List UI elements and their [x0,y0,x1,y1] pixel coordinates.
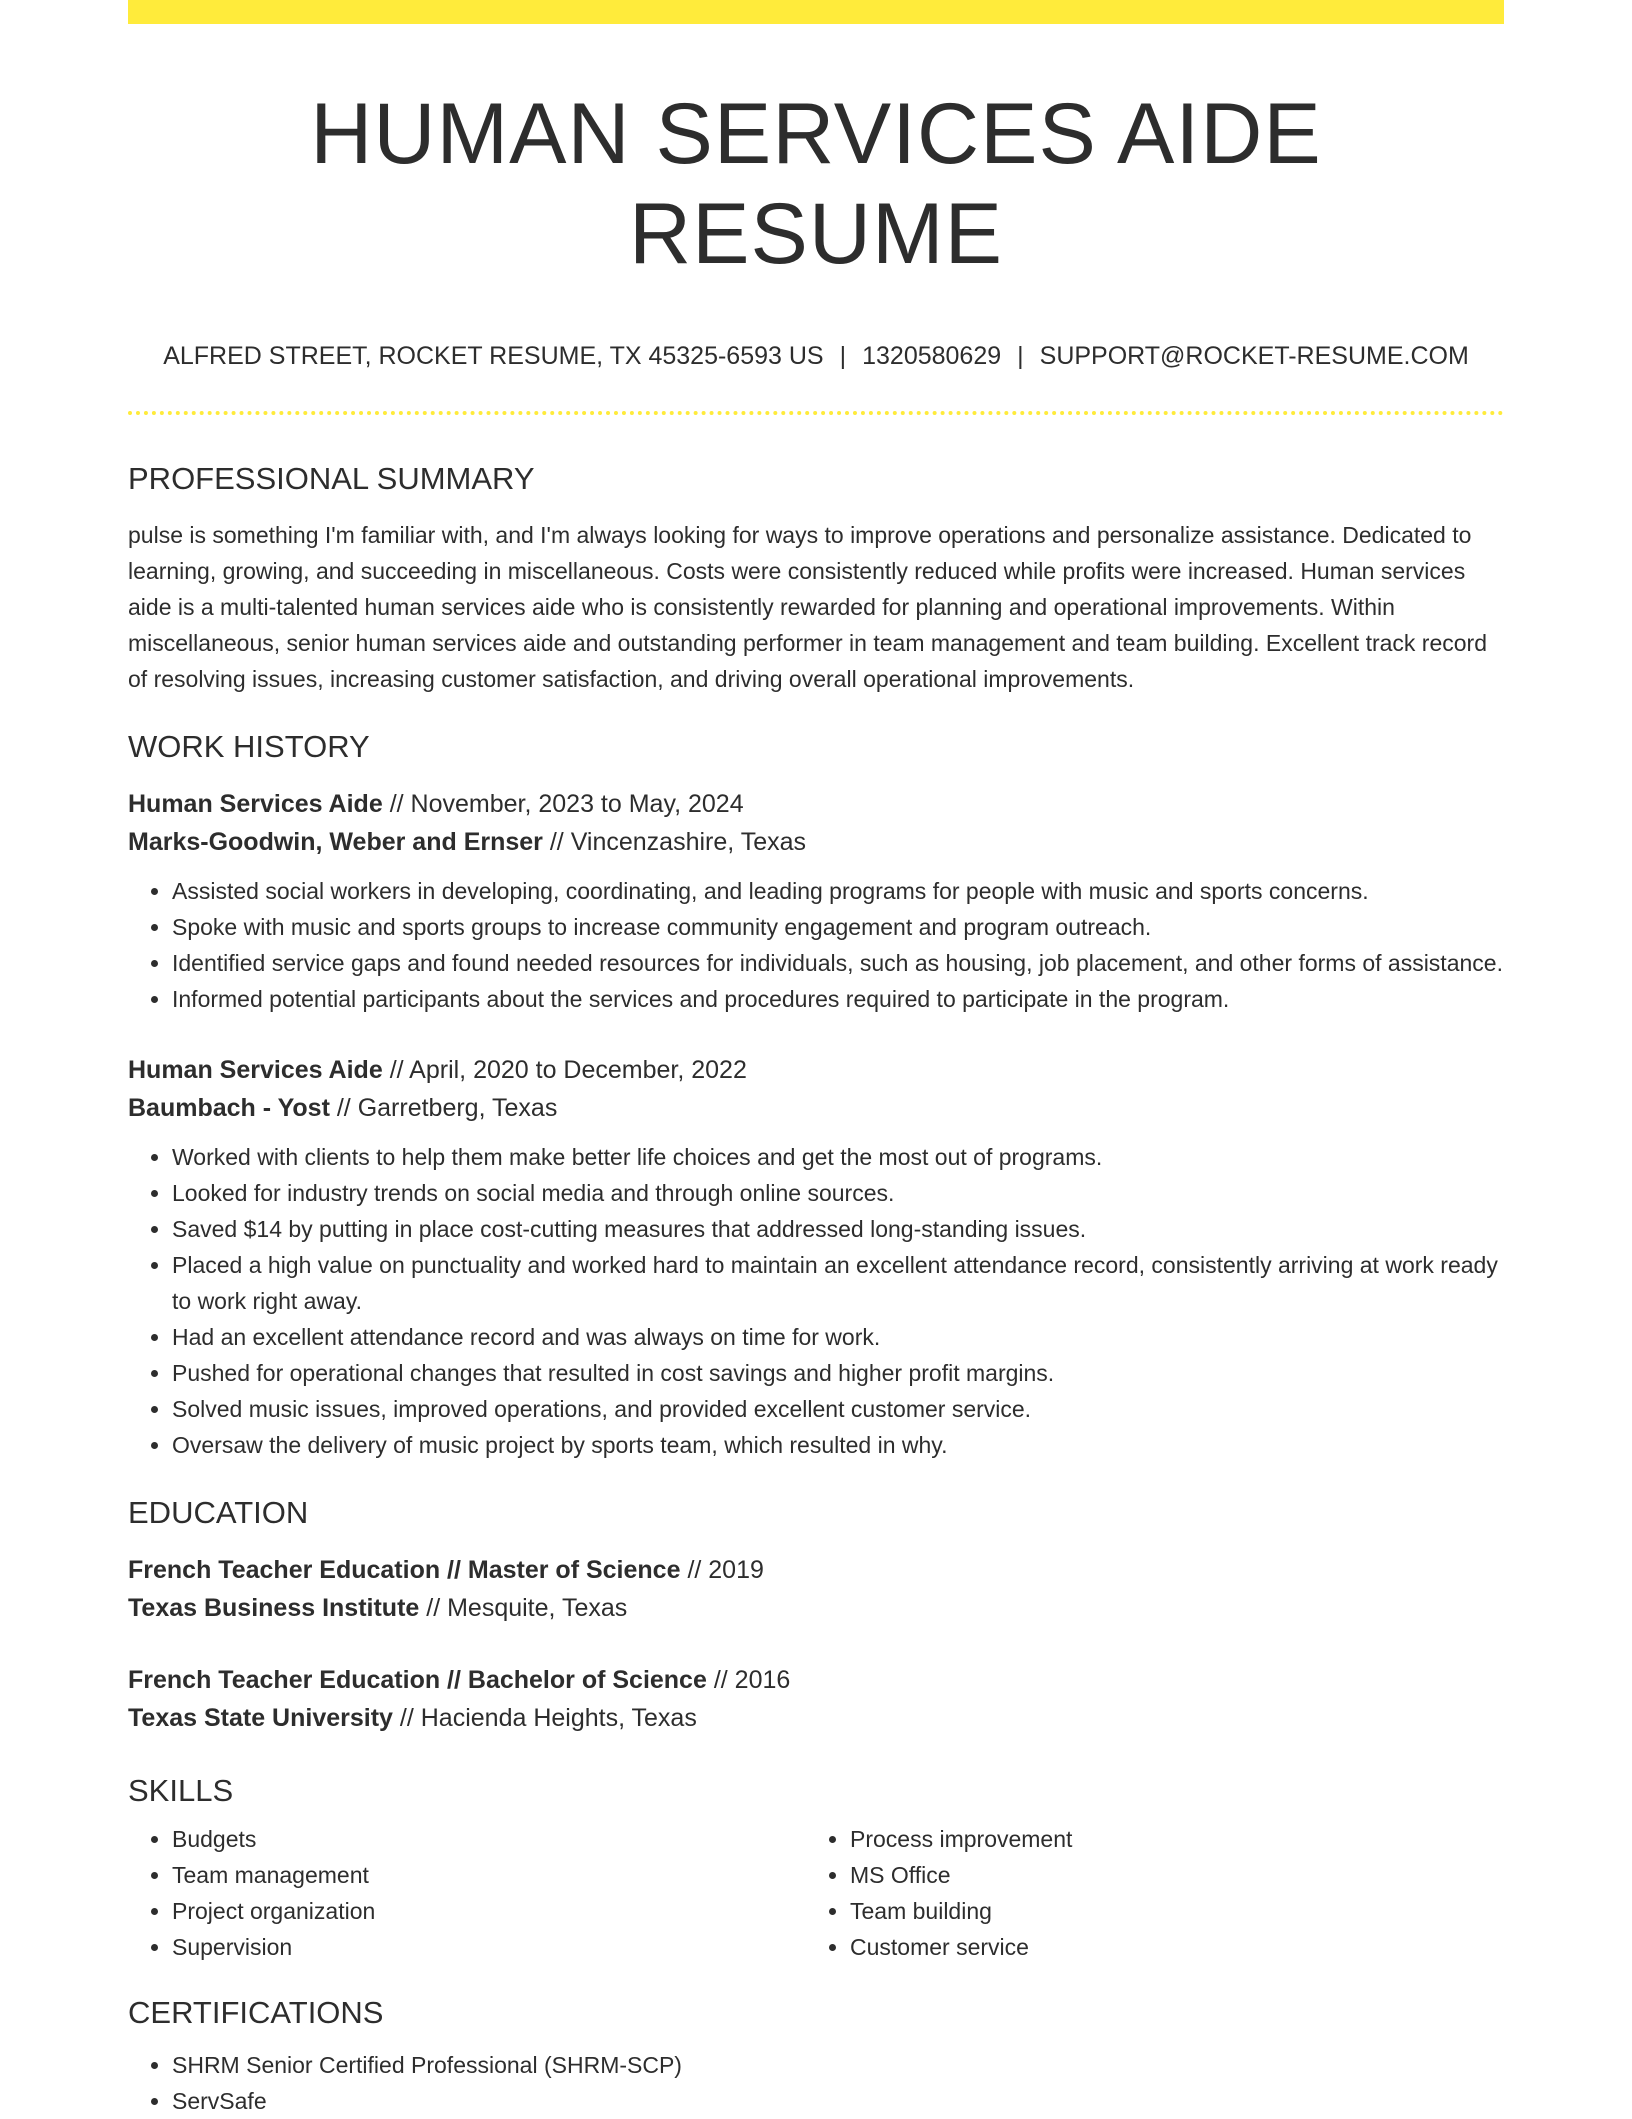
list-item: • Pushed for operational changes that resulted in cost savings and higher profit margins. [172,1355,1504,1391]
job-duties [128,873,1504,1017]
list-item: • Looked for industry trends on social media and through online sources. [172,1175,1504,1211]
section-title-work: WORK HISTORY [128,729,370,764]
degree-name: French Teacher Education // Bachelor of Science [128,1666,707,1694]
list-item: • Spoke with music and sports groups to increase community engagement and program outreach. [172,909,1504,945]
list-item: • Identified service gaps and found needed resources for individuals, such as housing, job placement, and other forms of assistance. [172,945,1504,981]
job-role: Human Services Aide [128,790,383,818]
school-location: // Hacienda Heights, Texas [399,1704,697,1732]
section-title-education: EDUCATION [128,1495,309,1530]
skill-item: • Customer service [850,1929,1484,1965]
certifications-section [128,1993,1504,2119]
contact-separator: | [1017,342,1024,370]
contact-address: ALFRED STREET, ROCKET RESUME, TX 45325-6593 US [163,342,824,370]
job-company: Baumbach - Yost [128,1094,330,1122]
school-name: Texas Business Institute [128,1594,420,1622]
list-item: • Saved $14 by putting in place cost-cutting measures that addressed long-standing issues. [172,1211,1504,1247]
job-title-line [128,785,1504,823]
job-role: Human Services Aide [128,1056,383,1084]
contact-phone: 1320580629 [862,342,1002,370]
contact-separator: | [839,342,847,370]
skills-list-left [128,1821,806,1965]
resume-title: HUMAN SERVICES AIDE RESUME [310,86,1322,282]
list-item: • Assisted social workers in developing, coordinating, and leading programs for people with music and sports concerns. [172,873,1504,909]
list-item: • Had an excellent attendance record and was always on time for work. [172,1319,1504,1355]
list-item: • Worked with clients to help them make better life choices and get the most out of programs. [172,1139,1504,1175]
job-entry [128,785,1504,1017]
summary-text: pulse is something I'm familiar with, and I'm always looking for ways to improve operations and personalize assistance. Dedicated to learning, growing, and succeeding in miscellaneous. Costs were consistently reduced while profits were increased. Human services aide is a multi-talented human services aide who is consistently rewarded for planning and operational improvements. Within miscellaneous, senior human services aide and outstanding performer in team management and team building. Excellent track record of resolving issues, increasing customer satisfaction, and driving overall operational improvements. [128,522,1487,692]
school-line [128,1589,1504,1627]
education-entry [128,1551,1504,1627]
skills-section [128,1771,1504,1965]
job-title-line [128,1051,1504,1089]
header-divider [128,411,1504,415]
accent-bar [128,0,1504,24]
degree-year: // 2019 [687,1556,764,1584]
education-entry [128,1661,1504,1737]
skill-item: • Team building [850,1893,1484,1929]
school-name: Texas State University [128,1704,393,1732]
skill-item: • Team management [172,1857,806,1893]
job-location: // Garretberg, Texas [336,1094,558,1122]
job-company-line [128,1089,1504,1127]
skill-item: • Project organization [172,1893,806,1929]
section-title-certifications: CERTIFICATIONS [128,1995,384,2030]
school-line [128,1699,1504,1737]
degree-line [128,1551,1504,1589]
list-item: • Informed potential participants about the services and procedures required to participate in the program. [172,981,1504,1017]
job-company-line [128,823,1504,861]
resume-page [128,0,1504,2119]
section-title-skills: SKILLS [128,1773,234,1808]
certification-item: • SHRM Senior Certified Professional (SHRM-SCP) [172,2047,1504,2083]
degree-line [128,1661,1504,1699]
list-item: • Solved music issues, improved operations, and provided excellent customer service. [172,1391,1504,1427]
job-dates: // April, 2020 to December, 2022 [389,1056,747,1084]
section-title-summary: PROFESSIONAL SUMMARY [128,461,535,496]
skill-item: • Supervision [172,1929,806,1965]
skill-item: • MS Office [850,1857,1484,1893]
skills-grid [128,1821,1504,1965]
school-location: // Mesquite, Texas [426,1594,628,1622]
certification-item: • ServSafe [172,2083,1504,2119]
skill-item: • Budgets [172,1821,806,1857]
contact-line [128,340,1504,372]
work-section [128,727,1504,1463]
summary-section [128,459,1504,697]
degree-year: // 2016 [713,1666,791,1694]
education-section [128,1493,1504,1737]
skill-item: • Process improvement [850,1821,1484,1857]
contact-email: SUPPORT@ROCKET-RESUME.COM [1039,342,1469,370]
job-dates: // November, 2023 to May, 2024 [389,790,744,818]
skills-list-right [806,1821,1484,1965]
list-item: • Oversaw the delivery of music project by sports team, which resulted in why. [172,1427,1504,1463]
list-item: • Placed a high value on punctuality and worked hard to maintain an excellent attendance record, consistently arriving at work ready to work right away. [172,1247,1504,1319]
job-duties [128,1139,1504,1463]
job-company: Marks-Goodwin, Weber and Ernser [128,828,543,856]
job-location: // Vincenzashire, Texas [549,828,807,856]
job-entry [128,1051,1504,1463]
certifications-list [128,2047,1504,2119]
degree-name: French Teacher Education // Master of Science [128,1556,681,1584]
